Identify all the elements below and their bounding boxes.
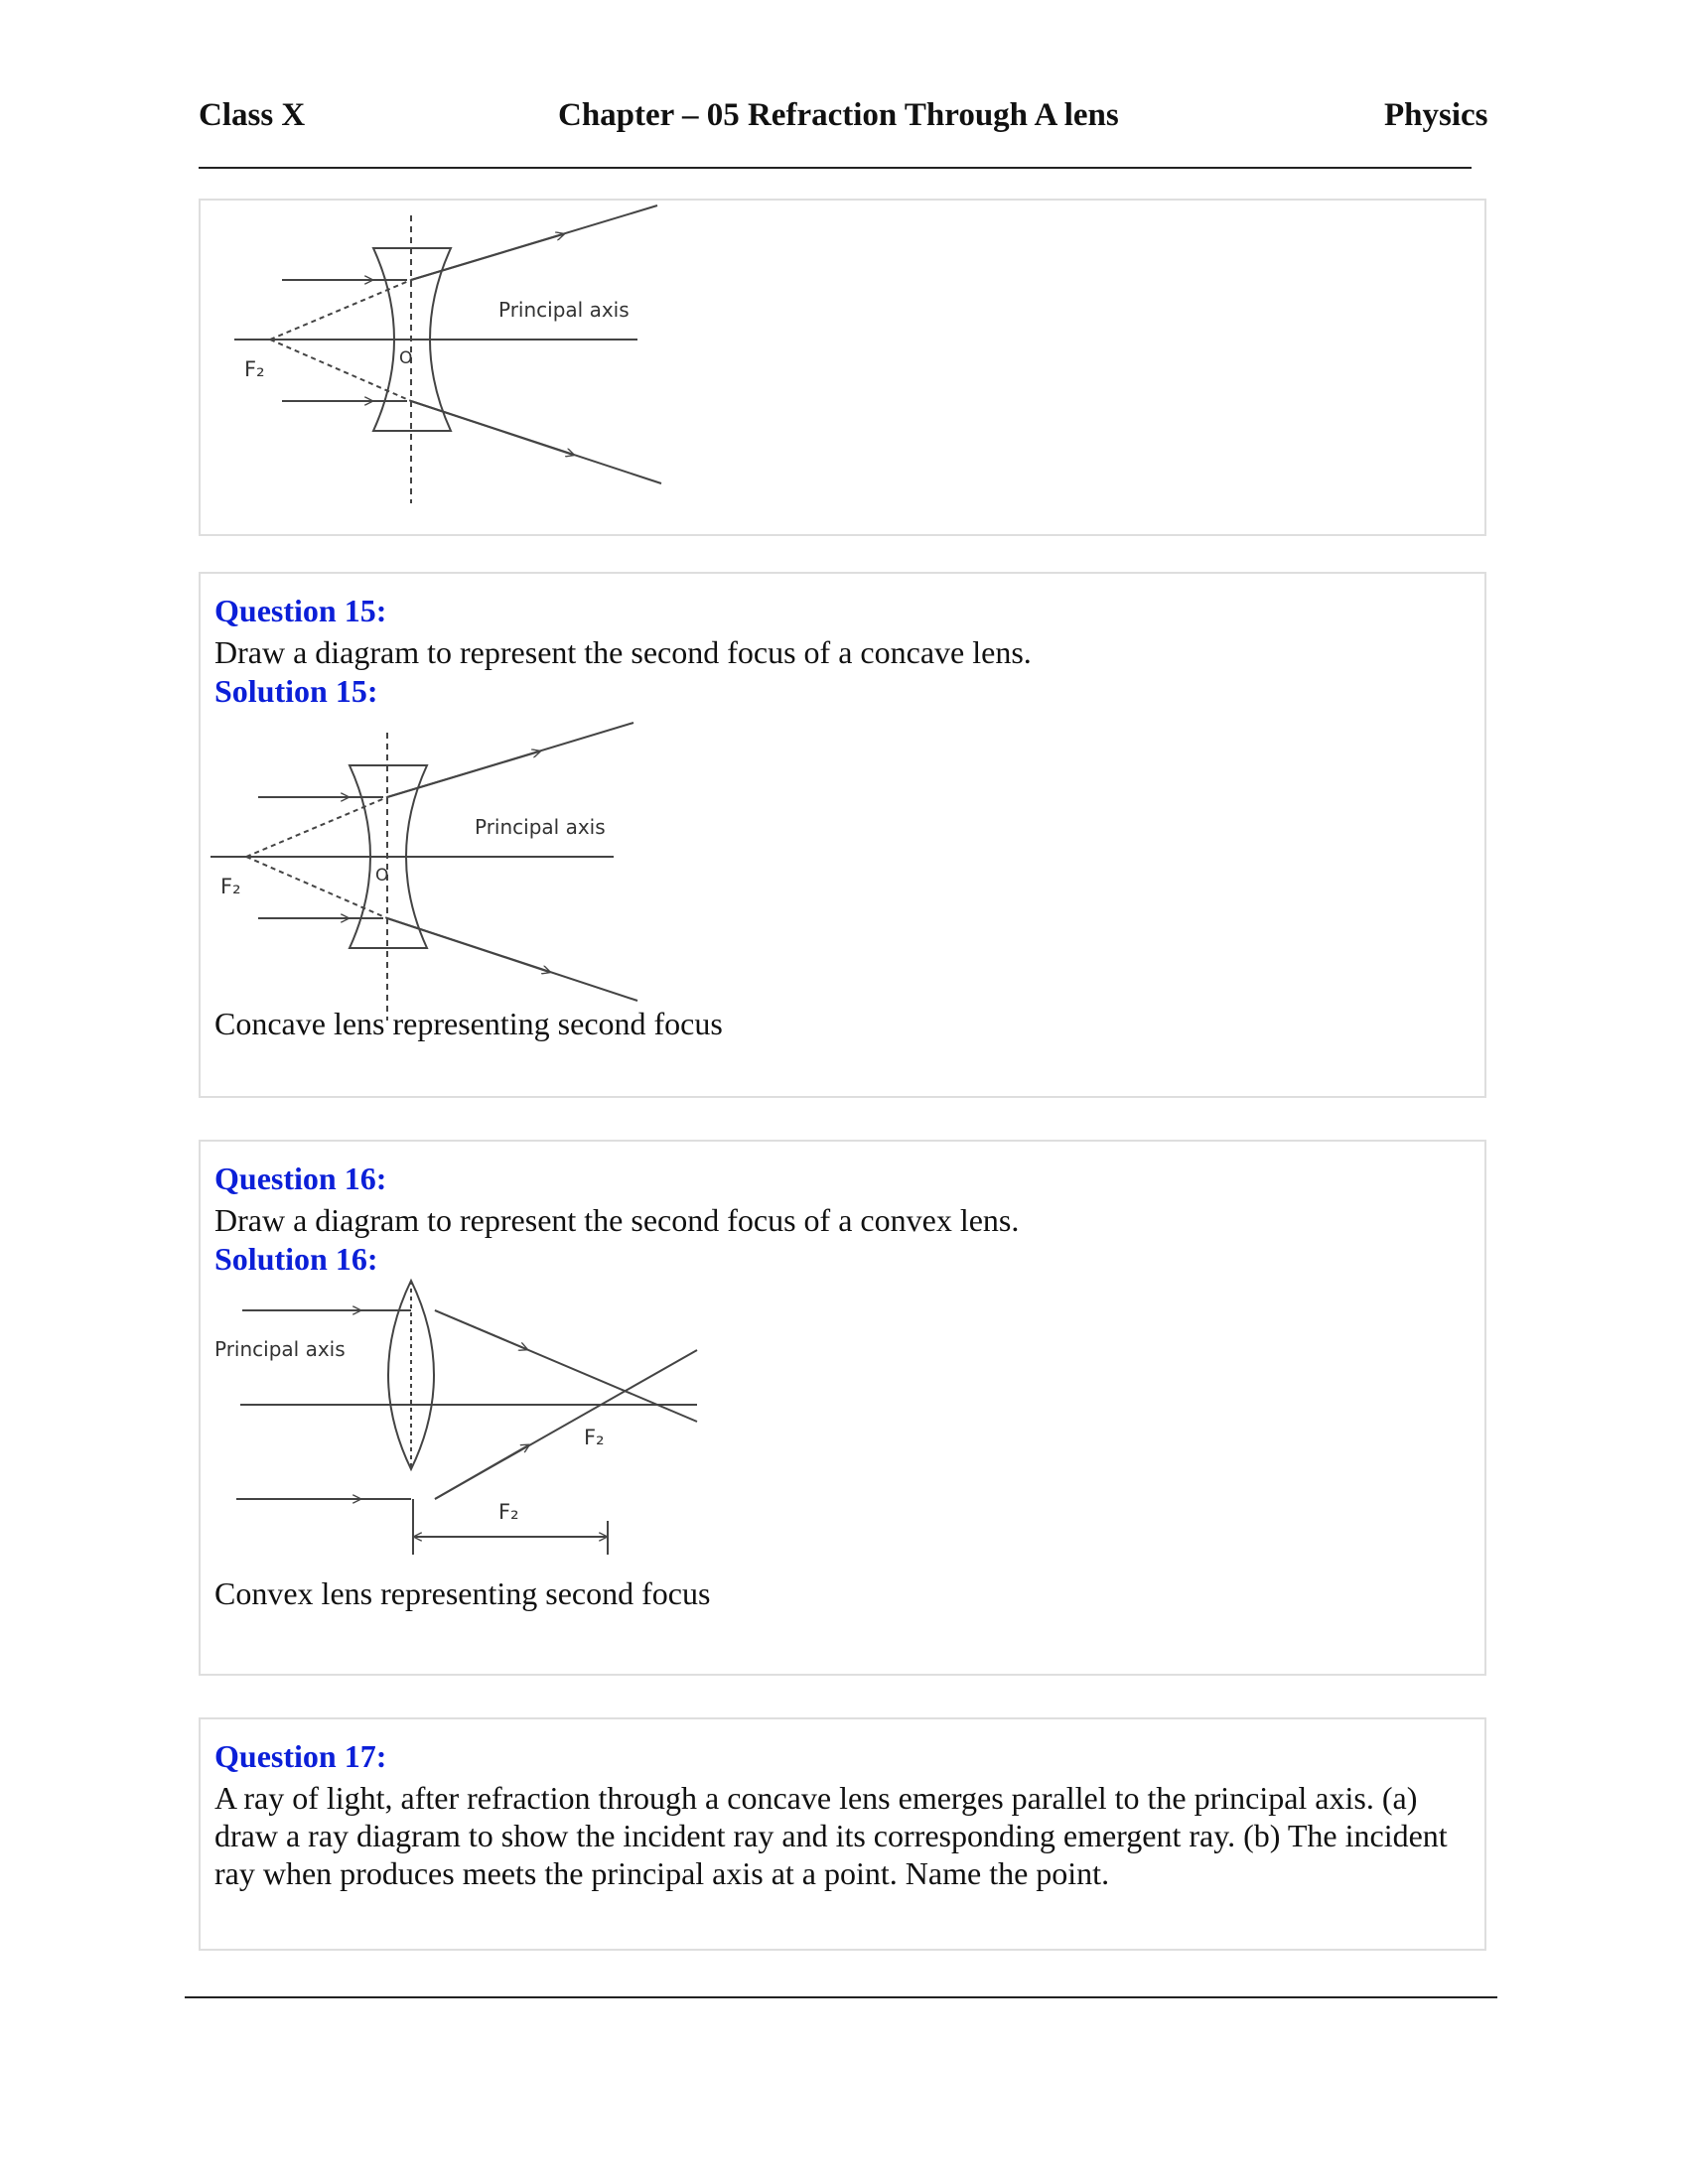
convex-lens-second-focus-diagram xyxy=(201,1281,717,1588)
focus-label: F₂ xyxy=(584,1426,605,1449)
question-17-text xyxy=(214,1779,1476,1892)
header-class: Class X xyxy=(199,97,306,133)
solution-15-label: Solution 15: xyxy=(214,673,378,709)
solution-16-label: Solution 16: xyxy=(214,1241,378,1277)
question-15-box xyxy=(199,572,1486,1098)
focus-label: F₂ xyxy=(244,357,265,381)
question-17-line: A ray of light, after refraction through a concave lens emerges parallel to the principal axis. (a) xyxy=(214,1780,1418,1816)
question-16-box xyxy=(199,1140,1486,1676)
focal-length-label: F₂ xyxy=(498,1500,519,1524)
question-16-label: Question 16: xyxy=(214,1160,387,1196)
principal-axis-label: Principal axis xyxy=(475,815,606,839)
virtual-ray-bottom xyxy=(270,340,411,401)
question-17-line: draw a ray diagram to show the incident ray and its corresponding emergent ray. (b) The incident xyxy=(214,1818,1448,1853)
header-subject: Physics xyxy=(1384,97,1488,133)
question-15-text: Draw a diagram to represent the second focus of a concave lens. xyxy=(214,634,1032,670)
virtual-ray-top xyxy=(246,797,387,857)
solution-16-caption: Convex lens representing second focus xyxy=(214,1575,711,1611)
virtual-ray-top xyxy=(270,280,411,340)
concave-lens-second-focus-diagram xyxy=(207,733,643,1030)
emergent-ray-top-arrow xyxy=(387,751,539,797)
question-16-text: Draw a diagram to represent the second focus of a convex lens. xyxy=(214,1202,1020,1238)
principal-axis-label: Principal axis xyxy=(498,298,630,322)
emergent-ray-bottom-arrow xyxy=(387,918,549,972)
footer-rule xyxy=(185,1996,1497,1998)
focus-label: F₂ xyxy=(220,875,241,898)
previous-solution-box xyxy=(199,199,1486,536)
question-17-box xyxy=(199,1717,1486,1951)
virtual-ray-bottom xyxy=(246,857,387,918)
optical-centre-label: O xyxy=(375,866,389,886)
refracted-ray-top-arrow xyxy=(435,1310,526,1349)
question-15-label: Question 15: xyxy=(214,593,387,628)
refracted-ray-bottom-arrow xyxy=(435,1445,528,1499)
principal-axis-label: Principal axis xyxy=(214,1337,346,1361)
header-chapter-title: Chapter – 05 Refraction Through A lens xyxy=(558,97,1119,133)
optical-centre-label: O xyxy=(399,348,413,368)
emergent-ray-top-arrow xyxy=(411,234,563,280)
question-17-line: ray when produces meets the principal axis at a point. Name the point. xyxy=(214,1855,1110,1891)
concave-lens-diagram-continued xyxy=(230,215,667,513)
solution-15-caption: Concave lens representing second focus xyxy=(214,1006,723,1041)
header-rule xyxy=(199,167,1472,169)
emergent-ray-bottom-arrow xyxy=(411,401,573,455)
question-17-label: Question 17: xyxy=(214,1738,387,1774)
